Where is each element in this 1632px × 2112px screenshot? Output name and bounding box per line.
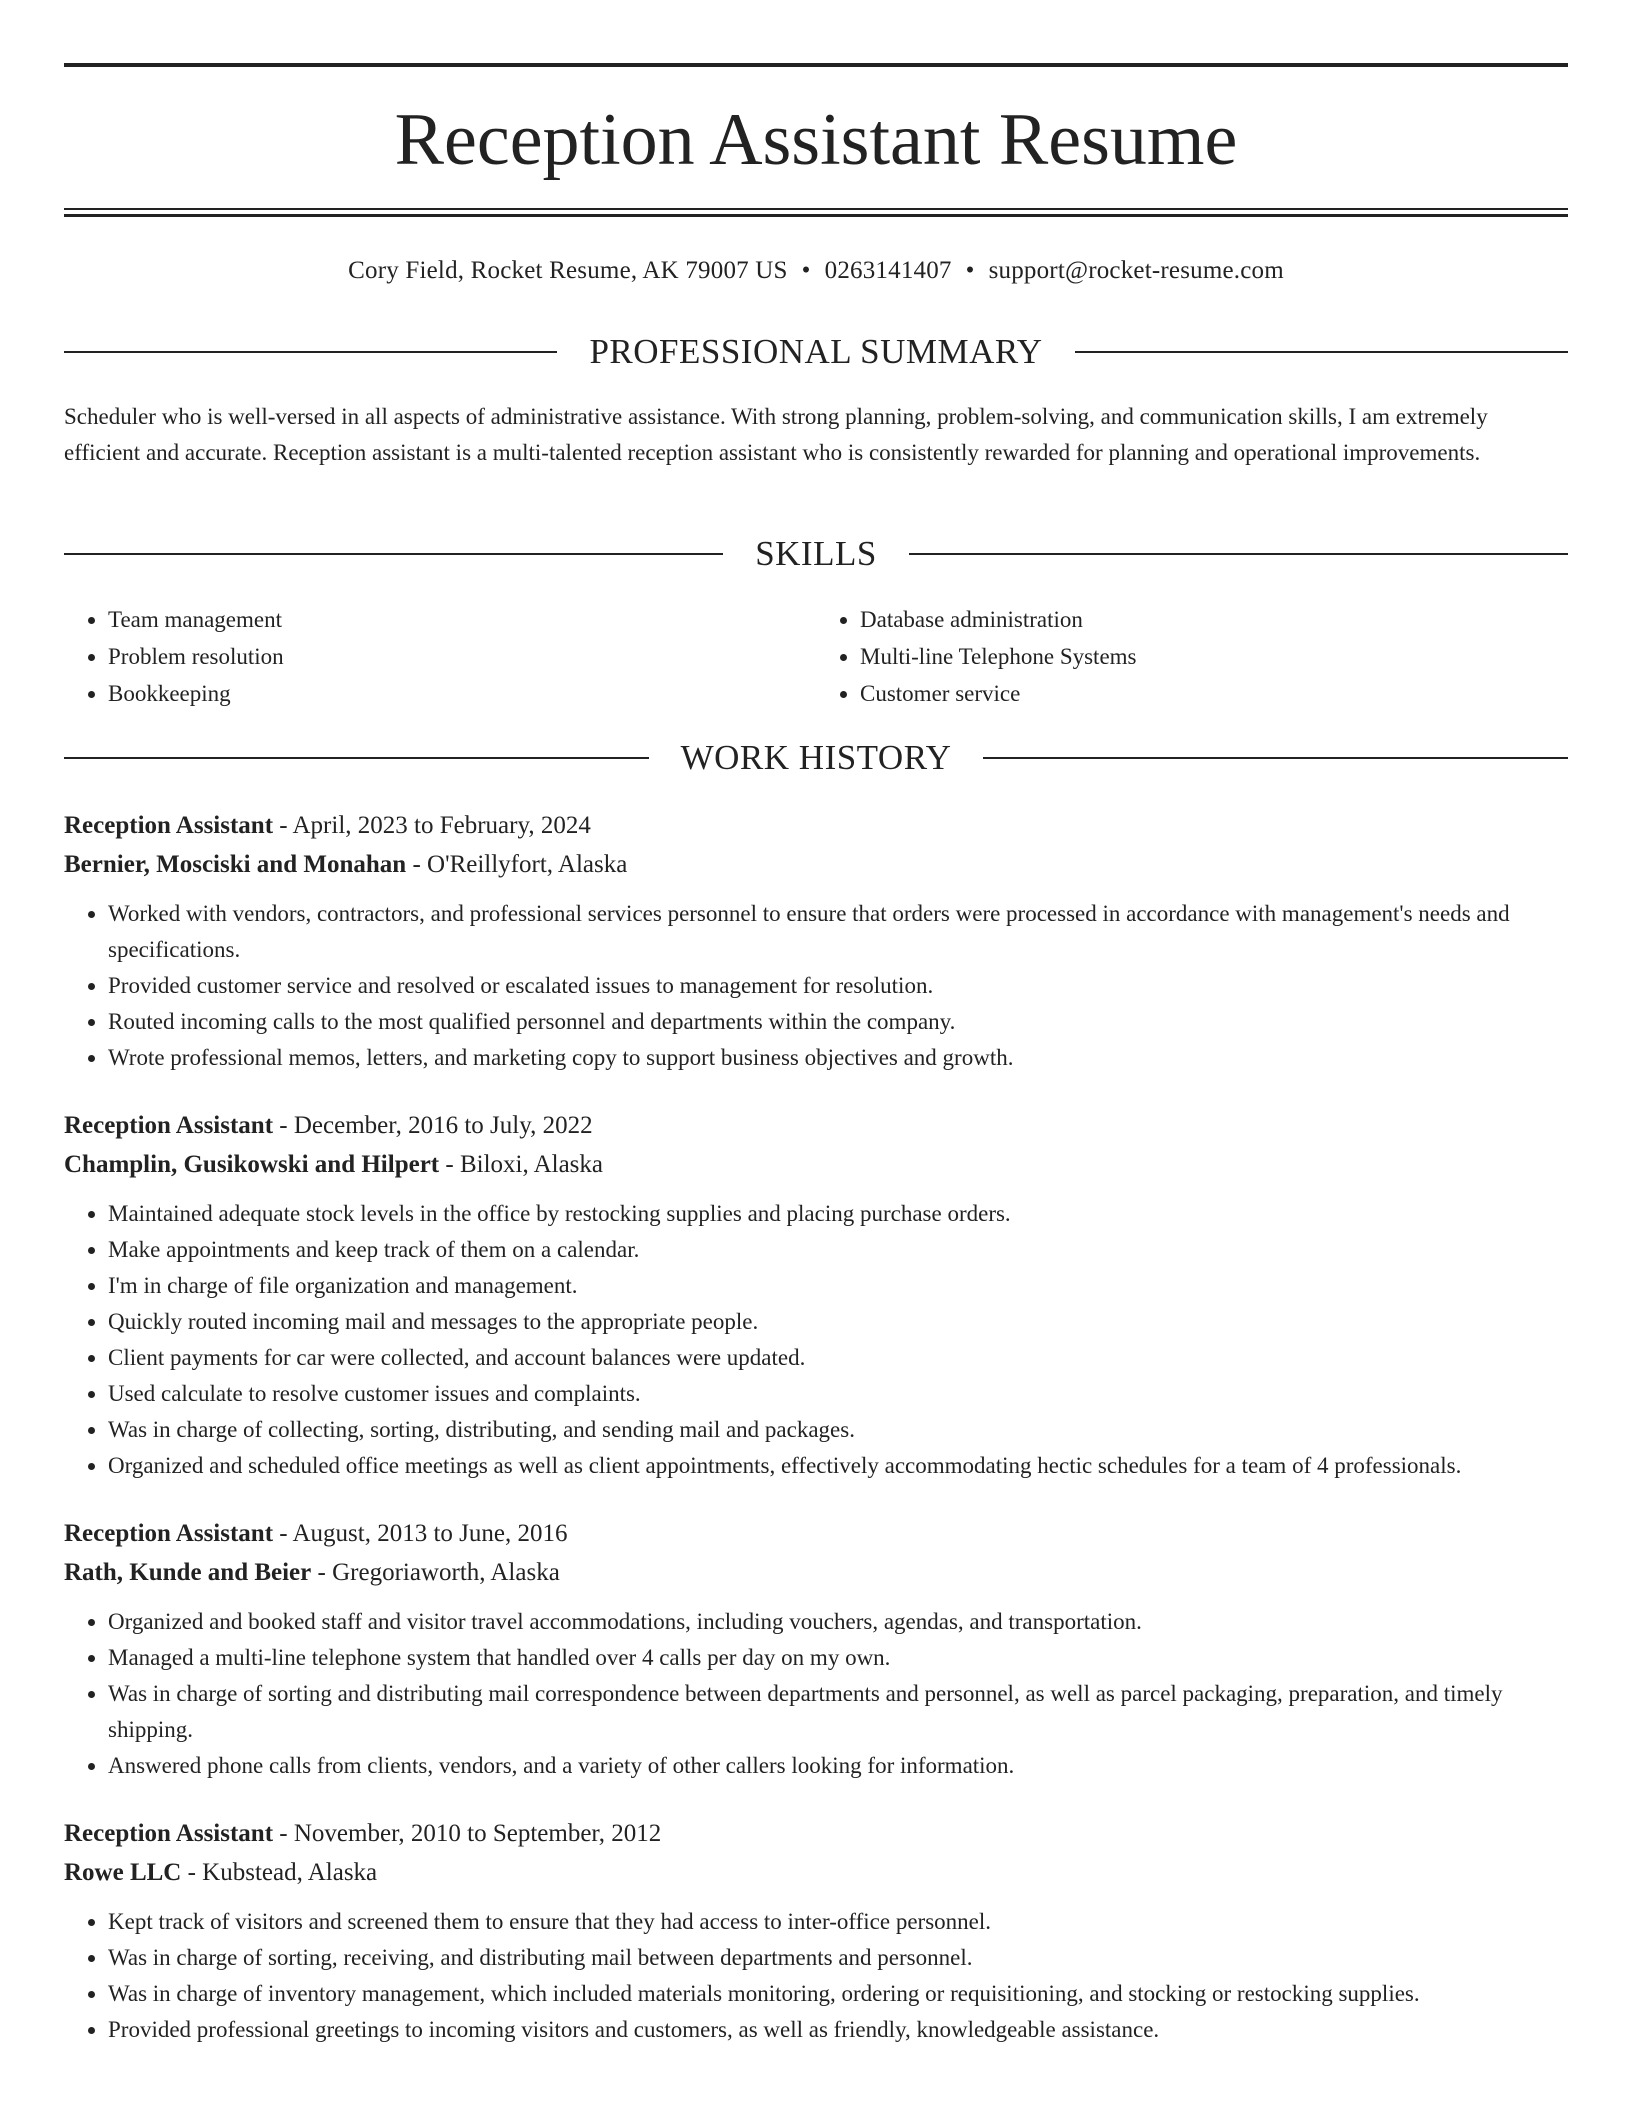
job-company-line xyxy=(64,1553,1568,1592)
job-title: Reception Assistant xyxy=(64,1820,274,1847)
skill-item: • Bookkeeping xyxy=(108,675,816,712)
job-location: - Biloxi, Alaska xyxy=(439,1151,604,1178)
job-bullet: • Routed incoming calls to the most qualified personnel and departments within the company. xyxy=(108,1004,1568,1040)
job-company-line xyxy=(64,845,1568,884)
skill-item: • Multi-line Telephone Systems xyxy=(860,638,1568,675)
heading-rule-right xyxy=(1075,351,1568,353)
skill-item: • Database administration xyxy=(860,601,1568,638)
job-bullet: • Worked with vendors, contractors, and professional services personnel to ensure that orders were processed in accordance with management's needs and specifications. xyxy=(108,896,1568,968)
job-bullet: • Provided customer service and resolved or escalated issues to management for resolution. xyxy=(108,968,1568,1004)
skill-item: • Team management xyxy=(108,601,816,638)
job-title: Reception Assistant xyxy=(64,1112,274,1139)
job-dates: - December, 2016 to July, 2022 xyxy=(273,1112,593,1139)
job-bullet: • Managed a multi-line telephone system that handled over 4 calls per day on my own. xyxy=(108,1640,1568,1676)
contact-line xyxy=(64,253,1568,289)
job-location: - Gregoriaworth, Alaska xyxy=(311,1559,560,1586)
job-bullet: • Maintained adequate stock levels in the office by restocking supplies and placing purchase orders. xyxy=(108,1196,1568,1232)
resume-title: Reception Assistant Resume xyxy=(394,99,1238,181)
work-history xyxy=(64,806,1568,2078)
skills-heading xyxy=(64,532,1568,576)
skills-column-right xyxy=(816,601,1568,712)
job-bullet: • Organized and scheduled office meetings as well as client appointments, effectively accommodating hectic schedules for a team of 4 professionals. xyxy=(108,1448,1568,1484)
job-bullet: • Answered phone calls from clients, vendors, and a variety of other callers looking for information. xyxy=(108,1748,1568,1784)
job-title: Reception Assistant xyxy=(64,812,274,839)
job-bullet: • Was in charge of sorting, receiving, and distributing mail between departments and personnel. xyxy=(108,1940,1568,1976)
heading-rule-left xyxy=(64,351,557,353)
title-double-rule xyxy=(64,208,1568,217)
skills-heading-label: SKILLS xyxy=(755,534,877,573)
job-company-line xyxy=(64,1145,1568,1184)
job-bullet: • Make appointments and keep track of them on a calendar. xyxy=(108,1232,1568,1268)
job-entry xyxy=(64,1514,1568,1784)
heading-rule-left xyxy=(64,757,649,759)
heading-rule-right xyxy=(983,757,1568,759)
job-bullet: • Was in charge of inventory management, which included materials monitoring, ordering or requisitioning, and stocking or restocking supplies. xyxy=(108,1976,1568,2012)
job-bullet: • Used calculate to resolve customer issues and complaints. xyxy=(108,1376,1568,1412)
contact-phone: 0263141407 xyxy=(824,257,952,284)
job-bullets xyxy=(64,1196,1568,1484)
job-location: - O'Reillyfort, Alaska xyxy=(406,851,628,878)
job-entry xyxy=(64,806,1568,1076)
job-title-line xyxy=(64,1514,1568,1553)
job-bullet: • Kept track of visitors and screened them to ensure that they had access to inter-office personnel. xyxy=(108,1904,1568,1940)
job-title-line xyxy=(64,1106,1568,1145)
job-title: Reception Assistant xyxy=(64,1520,274,1547)
contact-email: support@rocket-resume.com xyxy=(988,257,1284,284)
contact-separator: • xyxy=(965,257,975,284)
skills-list xyxy=(64,601,1568,712)
job-bullets xyxy=(64,896,1568,1076)
job-bullet: • Was in charge of sorting and distributing mail correspondence between departments and personnel, as well as parcel packaging, preparation, and timely shipping. xyxy=(108,1676,1568,1748)
job-company-line xyxy=(64,1853,1568,1892)
job-bullets xyxy=(64,1904,1568,2048)
job-company: Bernier, Mosciski and Monahan xyxy=(64,851,407,878)
contact-address: Cory Field, Rocket Resume, AK 79007 US xyxy=(348,257,788,284)
summary-heading xyxy=(64,330,1568,374)
job-bullet: • I'm in charge of file organization and management. xyxy=(108,1268,1568,1304)
job-bullet: • Was in charge of collecting, sorting, distributing, and sending mail and packages. xyxy=(108,1412,1568,1448)
job-company: Rowe LLC xyxy=(64,1859,182,1886)
work-history-heading-label: WORK HISTORY xyxy=(680,738,952,777)
work-history-heading xyxy=(64,736,1568,780)
job-entry xyxy=(64,1106,1568,1484)
skills-column-left xyxy=(64,601,816,712)
job-company: Rath, Kunde and Beier xyxy=(64,1559,312,1586)
job-bullet: • Wrote professional memos, letters, and marketing copy to support business objectives and growth. xyxy=(108,1040,1568,1076)
job-entry xyxy=(64,1814,1568,2048)
top-rule xyxy=(64,63,1568,67)
heading-rule-right xyxy=(909,553,1568,555)
job-bullet: • Client payments for car were collected, and account balances were updated. xyxy=(108,1340,1568,1376)
skill-item: • Problem resolution xyxy=(108,638,816,675)
summary-heading-label: PROFESSIONAL SUMMARY xyxy=(589,332,1043,371)
job-title-line xyxy=(64,1814,1568,1853)
job-bullet: • Quickly routed incoming mail and messages to the appropriate people. xyxy=(108,1304,1568,1340)
professional-summary: Scheduler who is well-versed in all aspects of administrative assistance. With strong planning, problem-solving, and communication skills, I am extremely efficient and accurate. Reception assistant is a multi-talented reception assistant who is consistently rewarded for planning and operational improvements. xyxy=(64,404,1488,465)
heading-rule-left xyxy=(64,553,723,555)
skill-item: • Customer service xyxy=(860,675,1568,712)
job-location: - Kubstead, Alaska xyxy=(181,1859,378,1886)
job-company: Champlin, Gusikowski and Hilpert xyxy=(64,1151,440,1178)
job-dates: - April, 2023 to February, 2024 xyxy=(273,812,591,839)
job-bullets xyxy=(64,1604,1568,1784)
job-dates: - November, 2010 to September, 2012 xyxy=(273,1820,662,1847)
job-dates: - August, 2013 to June, 2016 xyxy=(273,1520,568,1547)
job-title-line xyxy=(64,806,1568,845)
contact-separator: • xyxy=(801,257,811,284)
job-bullet: • Provided professional greetings to incoming visitors and customers, as well as friendly, knowledgeable assistance. xyxy=(108,2012,1568,2048)
job-bullet: • Organized and booked staff and visitor travel accommodations, including vouchers, agendas, and transportation. xyxy=(108,1604,1568,1640)
